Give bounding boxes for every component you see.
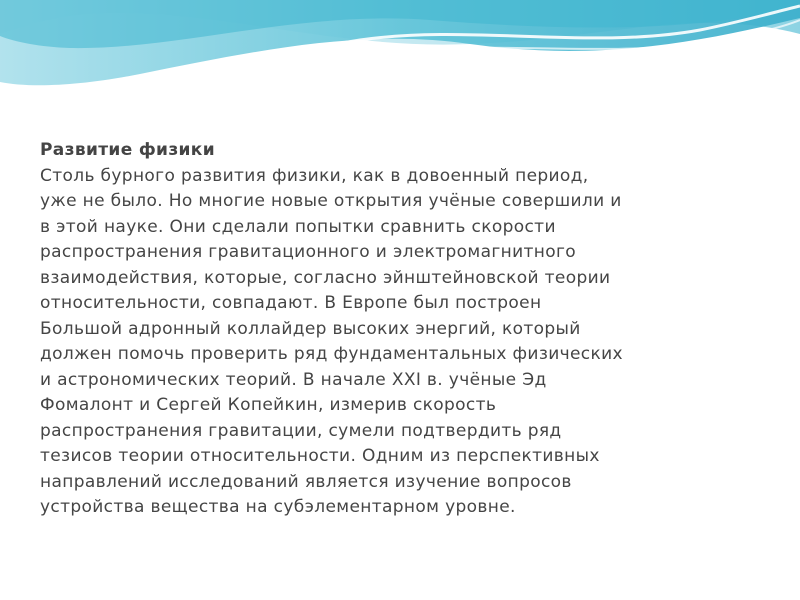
slide-title: Развитие физики — [40, 140, 215, 160]
slide-paragraph: Столь бурного развития физики, как в довоенный период, уже не было. Но многие новые открытия учёные совершили и в этой науке. Они сделали попытки сравнить скорости распространения гравитационного и электромагнитного взаимодействия, которые, согласно эйнштейновской теории относительности, совпадают. В Европе был построен Большой адронный коллайдер высоких энергий, который должен помочь проверить ряд фундаментальных физических и астрономических теорий. В начале XXI в. учёные Эд Фомалонт и Сергей Копейкин, измерив скорость распространения гравитации, сумели подтвердить ряд тезисов теории относительности. Одним из перспективных направлений исследований является изучение вопросов устройства вещества на субэлементарном уровне. — [40, 165, 623, 517]
slide-content — [40, 138, 785, 521]
wave-header-decoration — [0, 0, 800, 100]
